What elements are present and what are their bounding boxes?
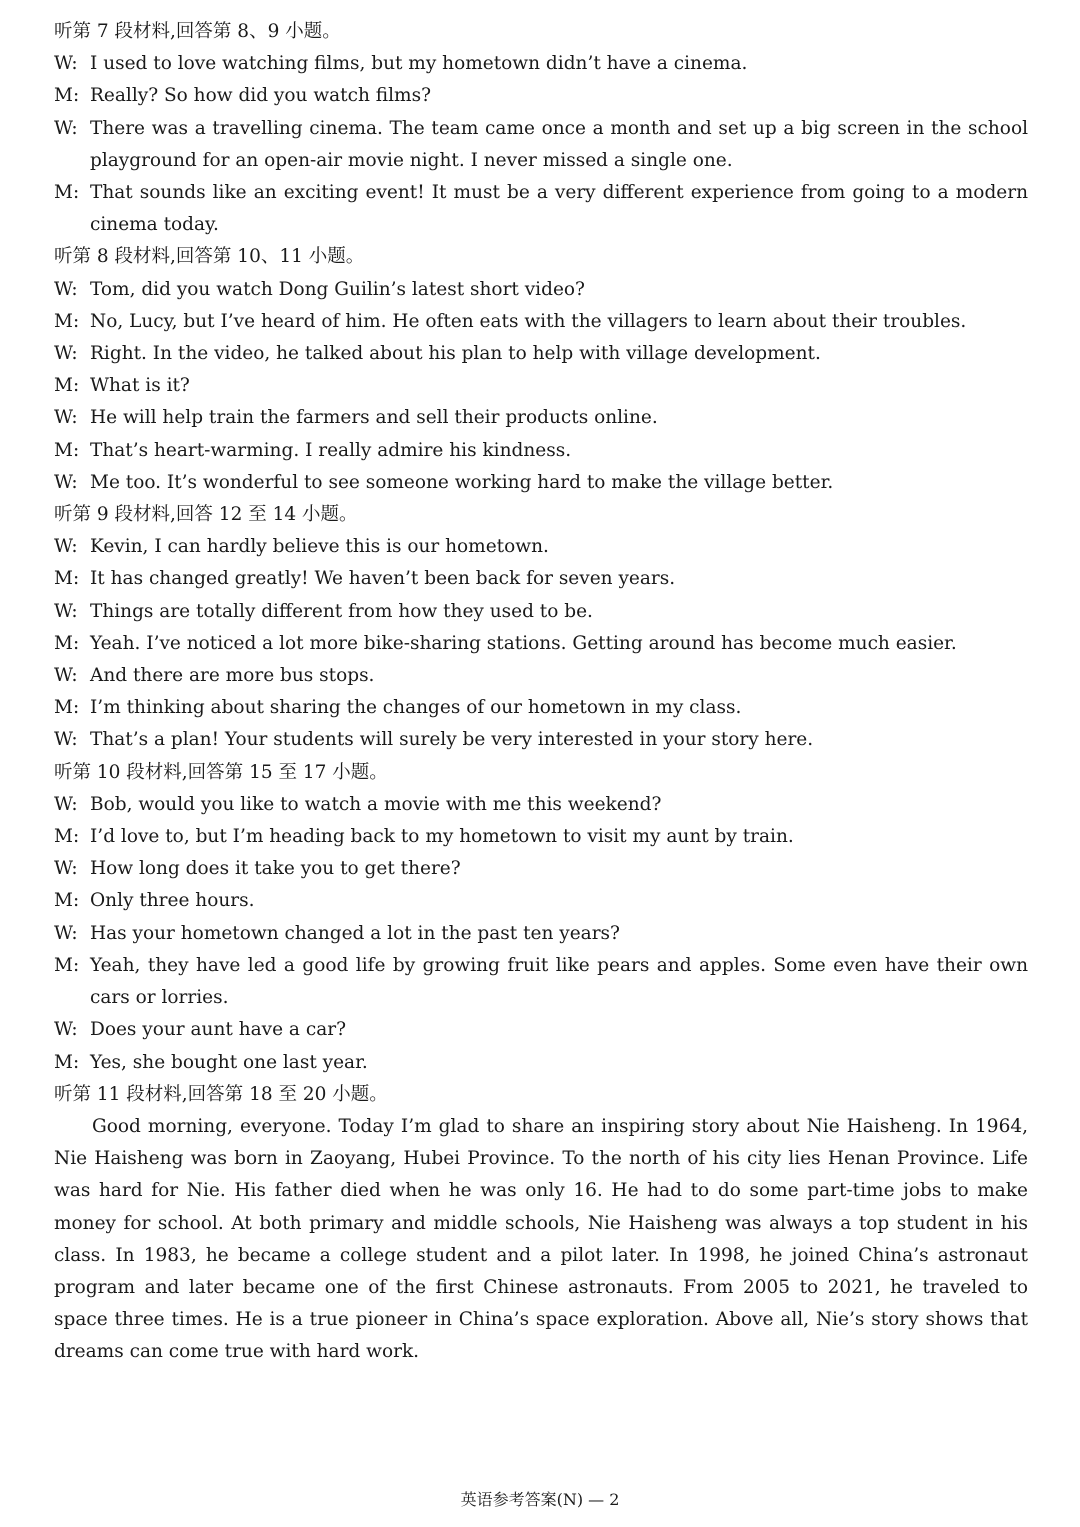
dialog-text: Me too. It’s wonderful to see someone working hard to make the village better. (90, 471, 834, 493)
speaker-label: W: (54, 536, 78, 558)
dialog-line (54, 274, 1028, 306)
dialog-text: That’s heart-warming. I really admire his kindness. (90, 439, 572, 461)
dialog-line (54, 370, 1028, 402)
dialog-text: There was a travelling cinema. The team came once a month and set up a big screen in the school playground for an open-air movie night. I never missed a single one. (90, 117, 1028, 171)
listening-section-10 (54, 757, 1028, 1079)
dialog-text: That sounds like an exciting event! It must be a very different experience from going to a modern cinema today. (90, 182, 1028, 236)
dialog-line (54, 531, 1028, 563)
dialog-line (54, 789, 1028, 821)
dialog-text: He will help train the farmers and sell their products online. (90, 407, 658, 429)
dialog-line (54, 177, 1028, 241)
speaker-label: W: (54, 471, 78, 493)
answer-key-page (54, 16, 1028, 1369)
section-heading: 听第 10 段材料,回答第 15 至 17 小题。 (54, 761, 388, 783)
section-heading: 听第 9 段材料,回答 12 至 14 小题。 (54, 504, 358, 526)
speaker-label: M: (54, 375, 80, 397)
dialog-text: Things are totally different from how they used to be. (90, 600, 593, 622)
dialog-line (54, 80, 1028, 112)
dialog-line (54, 113, 1028, 177)
dialog-text: And there are more bus stops. (90, 665, 375, 687)
speaker-label: W: (54, 729, 78, 751)
speaker-label: M: (54, 182, 80, 204)
speaker-label: M: (54, 439, 80, 461)
speaker-label: W: (54, 117, 78, 139)
dialog-text: Tom, did you watch Dong Guilin’s latest short video? (90, 278, 585, 300)
speaker-label: M: (54, 826, 80, 848)
dialog-text: What is it? (90, 375, 190, 397)
speaker-label: M: (54, 85, 80, 107)
dialog-line (54, 467, 1028, 499)
section-heading: 听第 8 段材料,回答第 10、11 小题。 (54, 246, 365, 268)
listening-section-8 (54, 241, 1028, 499)
dialog-line (54, 48, 1028, 80)
speaker-label: M: (54, 954, 80, 976)
speaker-label: M: (54, 568, 80, 590)
dialog-line (54, 853, 1028, 885)
speaker-label: M: (54, 697, 80, 719)
dialog-text: Right. In the video, he talked about his plan to help with village development. (90, 343, 821, 365)
dialog-text: Yes, she bought one last year. (90, 1051, 368, 1073)
speaker-label: M: (54, 1051, 80, 1073)
dialog-line (54, 563, 1028, 595)
dialog-text: Only three hours. (90, 890, 255, 912)
dialog-line (54, 724, 1028, 756)
speaker-label: W: (54, 665, 78, 687)
dialog-line (54, 402, 1028, 434)
dialog-line (54, 435, 1028, 467)
dialog-text: I used to love watching films, but my hometown didn’t have a cinema. (90, 53, 748, 75)
dialog-text: I’m thinking about sharing the changes of our hometown in my class. (90, 697, 742, 719)
speaker-label: W: (54, 793, 78, 815)
speaker-label: W: (54, 407, 78, 429)
dialog-text: Kevin, I can hardly believe this is our hometown. (90, 536, 549, 558)
dialog-line (54, 306, 1028, 338)
dialog-line (54, 1014, 1028, 1046)
dialog-text: Bob, would you like to watch a movie with me this weekend? (90, 793, 662, 815)
dialog-text: It has changed greatly! We haven’t been back for seven years. (90, 568, 676, 590)
dialog-text: That’s a plan! Your students will surely be very interested in your story here. (90, 729, 814, 751)
listening-section-11 (54, 1079, 1028, 1369)
dialog-text: Does your aunt have a car? (90, 1019, 346, 1041)
dialog-line (54, 821, 1028, 853)
dialog-text: No, Lucy, but I’ve heard of him. He often eats with the villagers to learn about their troubles. (90, 310, 967, 332)
speaker-label: M: (54, 632, 80, 654)
section-heading: 听第 7 段材料,回答第 8、9 小题。 (54, 21, 341, 42)
speaker-label: M: (54, 310, 80, 332)
speaker-label: M: (54, 890, 80, 912)
listening-section-7 (54, 16, 1028, 241)
listening-section-9 (54, 499, 1028, 757)
speaker-label: W: (54, 278, 78, 300)
speaker-label: W: (54, 922, 78, 944)
dialog-line (54, 885, 1028, 917)
speaker-label: W: (54, 858, 78, 880)
dialog-line (54, 628, 1028, 660)
speaker-label: W: (54, 600, 78, 622)
dialog-line (54, 918, 1028, 950)
speaker-label: W: (54, 53, 78, 75)
dialog-line (54, 950, 1028, 1014)
speaker-label: W: (54, 343, 78, 365)
dialog-text: Yeah. I’ve noticed a lot more bike-sharing stations. Getting around has become much easier. (90, 632, 957, 654)
section-heading: 听第 11 段材料,回答第 18 至 20 小题。 (54, 1083, 388, 1105)
dialog-text: I’d love to, but I’m heading back to my hometown to visit my aunt by train. (90, 826, 794, 848)
dialog-line (54, 692, 1028, 724)
dialog-text: How long does it take you to get there? (90, 858, 461, 880)
speaker-label: W: (54, 1019, 78, 1041)
dialog-line (54, 338, 1028, 370)
dialog-text: Has your hometown changed a lot in the past ten years? (90, 922, 620, 944)
monologue-paragraph: Good morning, everyone. Today I’m glad to share an inspiring story about Nie Haisheng. In 1964, Nie Haisheng was born in Zaoyang, Hubei Province. To the north of his city lies Henan Province. Life was hard for Nie. His father died when he was only 16. He had to do some part-time jobs to make money for school. At both primary and middle schools, Nie Haisheng was always a top student in his class. In 1983, he became a college student and a pilot later. In 1998, he joined China’s astronaut program and later became one of the first Chinese astronauts. From 2005 to 2021, he traveled to space three times. He is a true pioneer in China’s space exploration. Above all, Nie’s story shows that dreams can come true with hard work. (54, 1115, 1028, 1363)
dialog-line (54, 596, 1028, 628)
page-footer: 英语参考答案(N) — 2 (460, 1490, 620, 1509)
dialog-text: Yeah, they have led a good life by growing fruit like pears and apples. Some even have their own cars or lorries. (90, 954, 1028, 1009)
dialog-line (54, 660, 1028, 692)
dialog-line (54, 1047, 1028, 1079)
dialog-text: Really? So how did you watch films? (90, 85, 431, 107)
